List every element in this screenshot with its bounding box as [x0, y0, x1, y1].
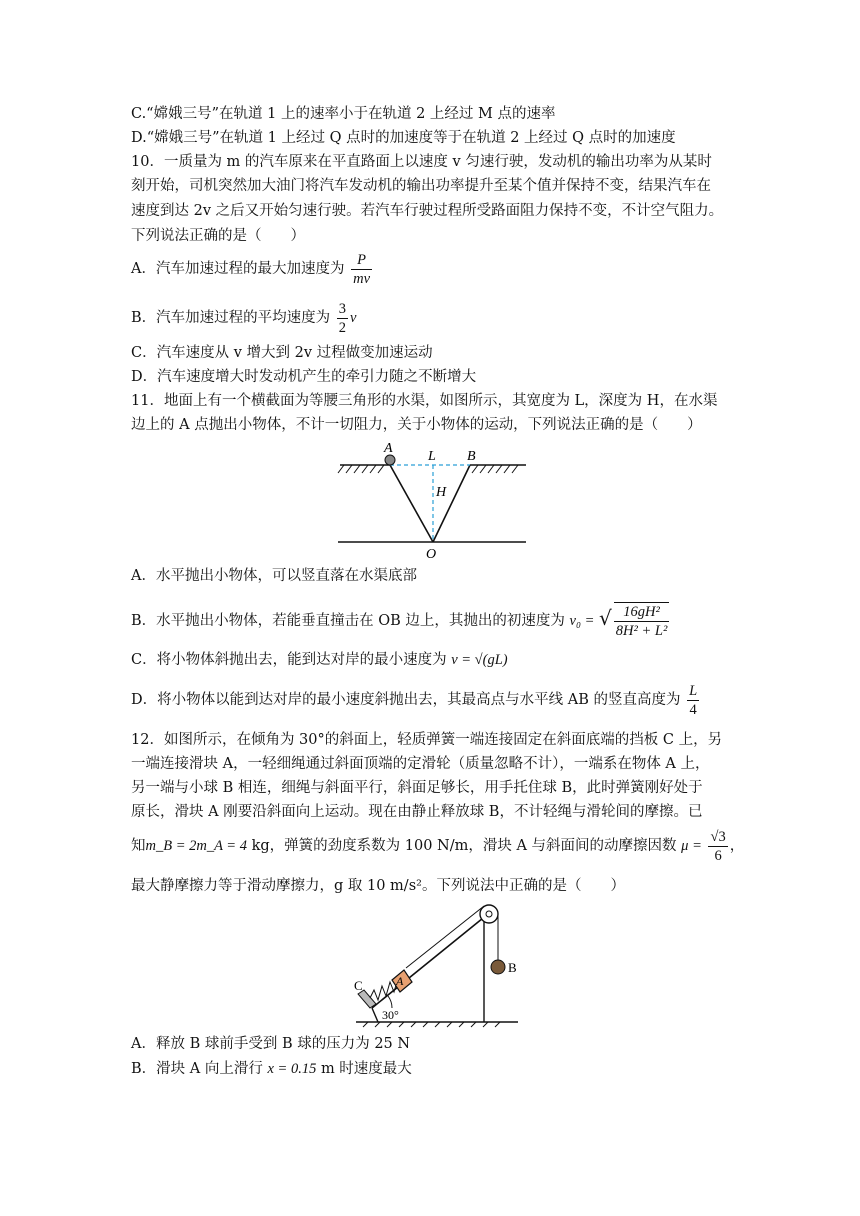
- q11-option-b-denominator: 8H² + L²: [615, 623, 668, 639]
- q10-option-a-numerator: P: [351, 251, 372, 270]
- q12-option-b-post: m 时速度最大: [320, 1061, 412, 1077]
- q11-stem-line2: 边上的 A 点抛出小物体，不计一切阻力，关于小物体的运动，下列说法正确的是（ ）: [131, 417, 702, 433]
- q12-stem5-formula: m_B = 2m_A = 4: [145, 838, 247, 854]
- q11-stem-line1: 11．地面上有一个横截面为等腰三角形的水渠，如图所示，其宽度为 L，深度为 H，在水渠: [131, 393, 718, 409]
- q10-stem-line4: 下列说法正确的是（ ）: [131, 228, 305, 244]
- q10-option-b-numerator: 3: [338, 300, 347, 317]
- q10-stem-line3: 速度到达 2v 之后又开始匀速行驶。若汽车行驶过程所受路面阻力保持不变，不计空气阻力。: [131, 203, 724, 219]
- q12-stem5-numerator: √3: [710, 828, 726, 845]
- q10-option-b-text: B．汽车加速过程的平均速度为: [131, 310, 331, 326]
- q12-fig-label-c: C: [354, 978, 363, 993]
- q11-option-c-formula: v = √(gL): [451, 652, 508, 668]
- q12-option-b: [131, 1059, 412, 1079]
- q11-option-b-fraction: [614, 602, 670, 640]
- q9-option-d: D.“嫦娥三号”在轨道 1 上经过 Q 点时的加速度等于在轨道 2 上经过 Q 点时的加速度: [131, 130, 676, 146]
- q11-option-d-text: D．将小物体以能到达对岸的最小速度斜抛出去，其最高点与水平线 AB 的竖直高度为: [131, 692, 681, 708]
- q10-stem-line2: 刻开始，司机突然加大油门将汽车发动机的输出功率提升至某个值并保持不变，结果汽车在: [131, 178, 711, 194]
- q12-stem-line6: 最大静摩擦力等于滑动摩擦力，g 取 10 m/s²。下列说法中正确的是（ ）: [131, 878, 625, 894]
- q11-option-c: [131, 650, 508, 670]
- q11-option-b: [131, 596, 671, 643]
- q10-option-c: C．汽车速度从 v 增大到 2v 过程做变加速运动: [131, 345, 433, 361]
- q10-option-b: [131, 299, 356, 337]
- q12-stem-line1: 12．如图所示，在倾角为 30°的斜面上，轻质弹簧一端连接固定在斜面底端的挡板 C 上，另: [131, 732, 723, 748]
- q12-option-b-formula: x = 0.15: [267, 1061, 317, 1077]
- q10-option-a-fraction: [351, 251, 372, 288]
- q9-option-c: C.“嫦娥三号”在轨道 1 上的速率小于在轨道 2 上经过 M 点的速率: [131, 106, 556, 122]
- q11-option-b-numerator: 16gH²: [614, 603, 670, 622]
- q12-stem5-mu: μ =: [681, 838, 702, 854]
- q11-option-b-text: B．水平抛出小物体，若能垂直撞击在 OB 边上，其抛出的初速度为: [131, 613, 565, 629]
- q12-fig-label-angle: 30°: [382, 1008, 399, 1022]
- q10-option-a: [131, 250, 374, 288]
- q11-option-b-sqrt-icon: √: [599, 606, 612, 630]
- q12-stem-line5: [131, 826, 744, 866]
- q12-stem-line4: 原长，滑块 A 刚要沿斜面向上运动。现在由静止释放球 B，不计轻绳与滑轮间的摩擦。已: [131, 804, 703, 820]
- q12-stem5-pre: 知: [131, 838, 146, 854]
- q11-fig-label-h: H: [436, 485, 447, 500]
- q10-option-d: D．汽车速度增大时发动机产生的牵引力随之不断增大: [131, 369, 477, 385]
- q12-option-a: A．释放 B 球前手受到 B 球的压力为 25 N: [131, 1036, 411, 1052]
- q11-option-c-text: C．将小物体斜抛出去，能到达对岸的最小速度为: [131, 652, 447, 668]
- q12-stem5-fraction: [708, 828, 727, 865]
- q11-option-a: A．水平抛出小物体，可以竖直落在水渠底部: [131, 568, 417, 584]
- q12-incline-figure: [348, 898, 528, 1028]
- q11-fig-label-o: O: [426, 547, 437, 562]
- q11-option-d-fraction: [687, 682, 699, 719]
- q12-stem-line2: 一端连接滑块 A，一轻细绳通过斜面顶端的定滑轮（质量忽略不计），一端系在物体 A 上，: [131, 756, 710, 772]
- q11-fig-label-a: A: [384, 441, 393, 456]
- q11-trench-figure: [330, 438, 530, 563]
- q11-option-d-denominator: 4: [689, 701, 697, 718]
- q12-stem-line3: 另一端与小球 B 相连，细绳与斜面平行，斜面足够长，用手托住球 B，此时弹簧刚好处于: [131, 780, 703, 796]
- q10-option-a-denominator: mv: [353, 270, 371, 287]
- q11-fig-label-l: L: [428, 449, 436, 464]
- q12-stem5-end: ，: [729, 838, 745, 854]
- q12-stem5-denominator: 6: [714, 847, 722, 864]
- q10-option-a-text: A．汽车加速过程的最大加速度为: [131, 261, 345, 277]
- q10-option-b-fraction: [337, 300, 348, 337]
- q10-stem-line1: 10．一质量为 m 的汽车原来在平直路面上以速度 v 匀速行驶，发动机的输出功率为从某时: [131, 154, 712, 170]
- q12-stem5-mid: kg，弹簧的劲度系数为 100 N/m，滑块 A 与斜面间的动摩擦因数: [246, 838, 677, 854]
- q10-option-b-denominator: 2: [338, 319, 347, 336]
- q12-fig-label-b: B: [508, 960, 517, 975]
- q11-fig-label-b: B: [467, 449, 476, 464]
- q11-option-d: [131, 680, 701, 720]
- q10-option-b-tail: v: [350, 310, 357, 326]
- q11-option-b-lhs: v₀ =: [569, 613, 595, 629]
- q12-fig-label-a: A: [396, 974, 404, 988]
- q11-option-d-numerator: L: [689, 682, 698, 699]
- q12-option-b-pre: B．滑块 A 向上滑行: [131, 1061, 263, 1077]
